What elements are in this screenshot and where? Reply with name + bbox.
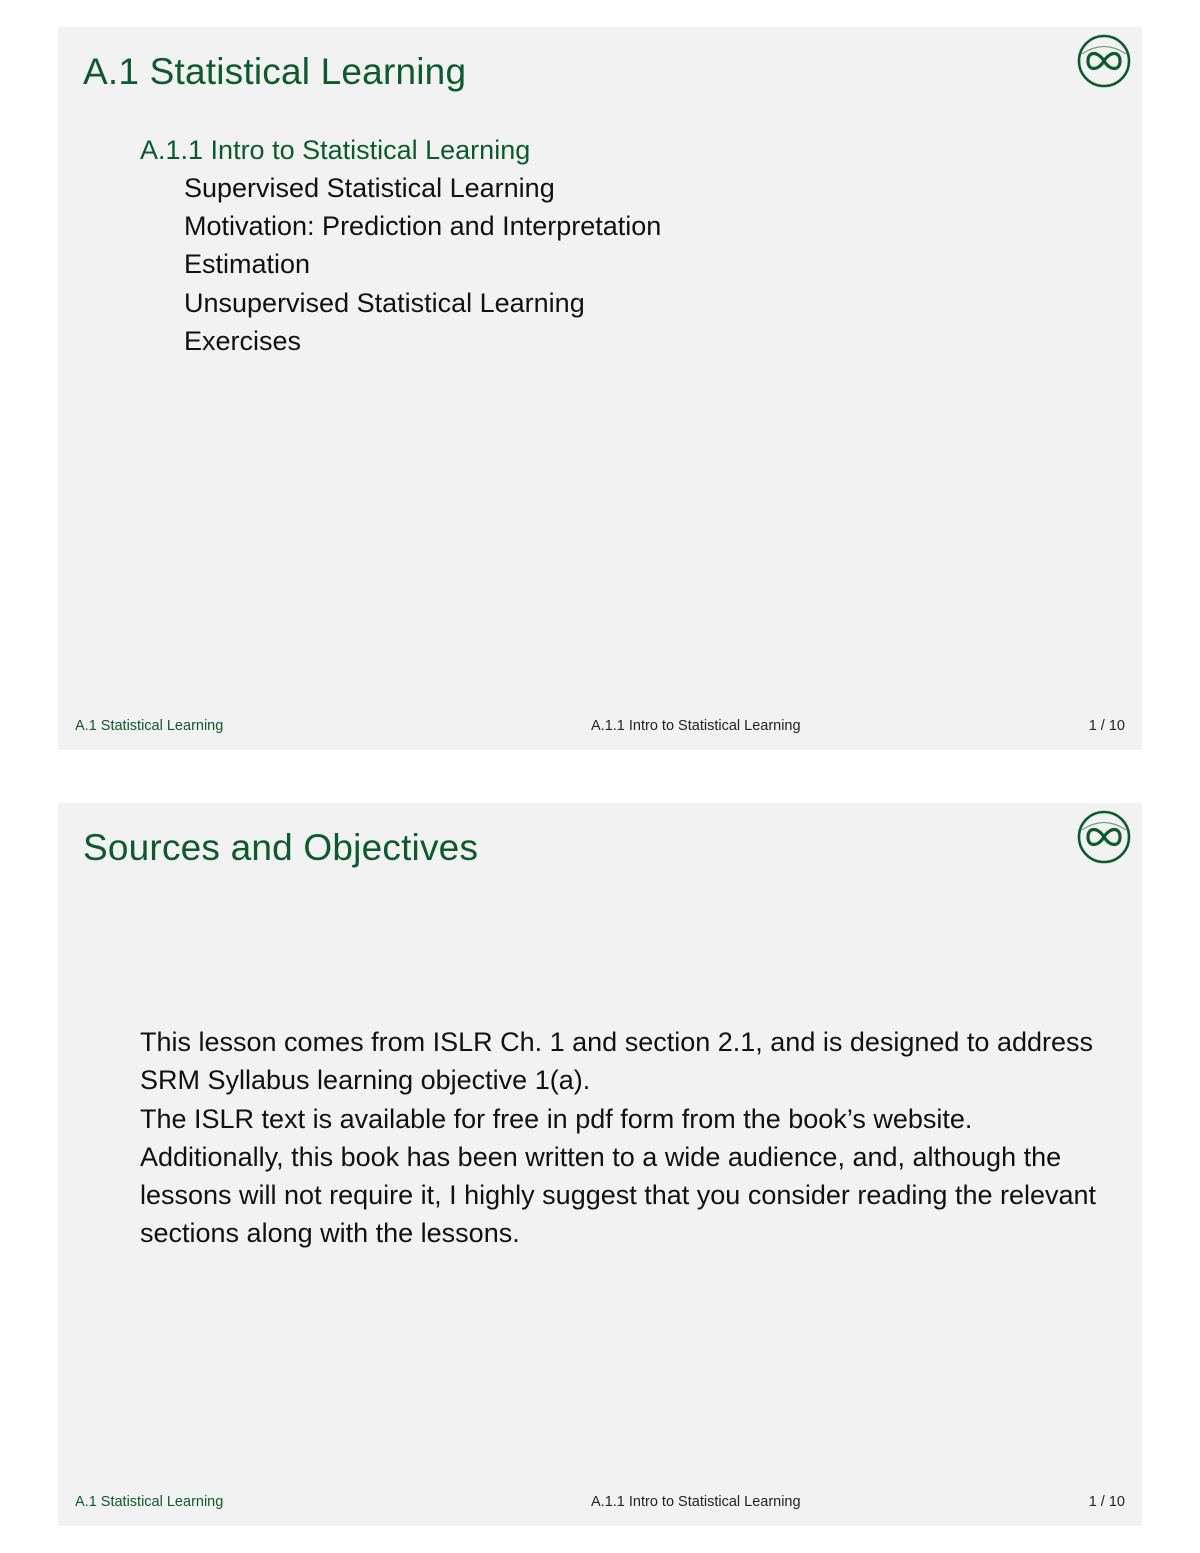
footer-section-link[interactable]: A.1 Statistical Learning	[75, 1494, 224, 1510]
slide-footer	[58, 718, 1142, 736]
slide-title: Sources and Objectives	[83, 827, 479, 868]
body-paragraph: This lesson comes from ISLR Ch. 1 and section 2.1, and is designed to address SRM Syllabus learning objective 1(a).	[140, 1027, 1094, 1096]
slide-1	[58, 27, 1142, 750]
toc-item-link[interactable]: Unsupervised Statistical Learning	[184, 287, 585, 318]
toc-item-link[interactable]: Exercises	[184, 325, 302, 356]
footer-page-number: 1 / 10	[1088, 718, 1125, 734]
infinity-logo-icon	[1076, 809, 1132, 865]
slide-body	[140, 1023, 1100, 1253]
slide-title: A.1 Statistical Learning	[83, 51, 467, 92]
toc-section-link[interactable]: A.1.1 Intro to Statistical Learning	[140, 135, 531, 165]
footer-subsection-link[interactable]: A.1.1 Intro to Statistical Learning	[591, 1494, 801, 1510]
toc-item-link[interactable]: Motivation: Prediction and Interpretation	[184, 211, 662, 242]
toc-item-link[interactable]: Estimation	[184, 249, 311, 280]
slide-footer	[58, 1494, 1142, 1512]
footer-section-link[interactable]: A.1 Statistical Learning	[75, 718, 224, 734]
infinity-logo-icon	[1076, 33, 1132, 89]
body-paragraph: The ISLR text is available for free in pdf form from the book’s website. Additionally, this book has been written to a wide audience, and, although the lessons will not require it, I highly suggest that you consider reading the relevant sections along with the lessons.	[140, 1103, 1097, 1249]
table-of-contents	[140, 131, 661, 360]
footer-page-number: 1 / 10	[1088, 1494, 1125, 1510]
toc-item-link[interactable]: Supervised Statistical Learning	[184, 173, 555, 203]
slide-2	[58, 803, 1142, 1526]
footer-subsection-link[interactable]: A.1.1 Intro to Statistical Learning	[591, 718, 801, 734]
